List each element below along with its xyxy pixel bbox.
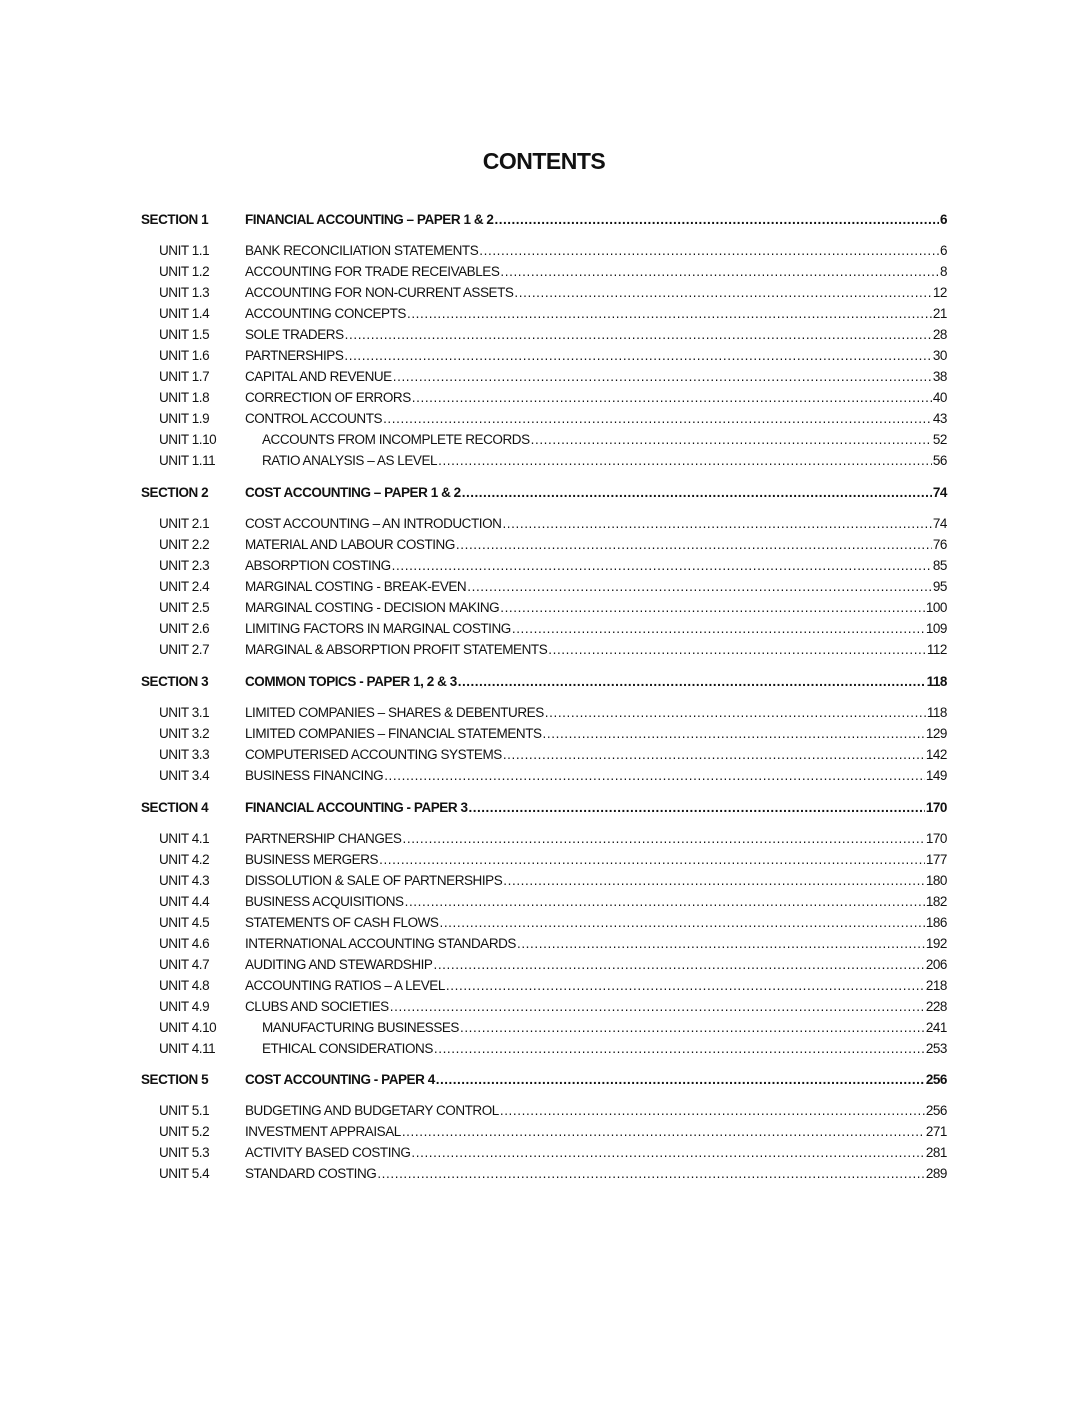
dot-leader — [434, 1041, 925, 1056]
dot-leader — [479, 243, 939, 258]
page-number: 40 — [932, 390, 947, 405]
section-title: COST ACCOUNTING - PAPER 4 — [245, 1072, 435, 1087]
unit-label: UNIT 3.4 — [159, 768, 210, 783]
page-number: 112 — [926, 642, 947, 657]
unit-label: UNIT 1.9 — [159, 411, 210, 426]
unit-title: MATERIAL AND LABOUR COSTING — [245, 537, 455, 552]
dot-leader — [438, 453, 932, 468]
dot-leader — [462, 485, 932, 500]
page-number: 118 — [926, 705, 947, 720]
toc-unit-5-3[interactable] — [141, 1145, 947, 1165]
unit-title: ACCOUNTING CONCEPTS — [245, 306, 406, 321]
dot-leader — [439, 915, 924, 930]
page-number: 6 — [939, 243, 947, 258]
dot-leader — [344, 348, 932, 363]
dot-leader — [494, 212, 938, 227]
unit-title: RATIO ANALYSIS – AS LEVEL — [262, 453, 438, 468]
unit-title: LIMITED COMPANIES – FINANCIAL STATEMENTS — [245, 726, 542, 741]
section-title: FINANCIAL ACCOUNTING – PAPER 1 & 2 — [245, 212, 494, 227]
page-title: CONTENTS — [482, 148, 606, 174]
toc-unit-4-9[interactable] — [141, 999, 947, 1019]
page-number: 256 — [925, 1072, 947, 1087]
page-number: 281 — [925, 1145, 947, 1160]
page-number: 43 — [932, 411, 947, 426]
page-number: 85 — [932, 558, 947, 573]
unit-title: AUDITING AND STEWARDSHIP — [245, 957, 433, 972]
toc-unit-4-6[interactable] — [141, 936, 947, 956]
unit-title: INVESTMENT APPRAISAL — [245, 1124, 401, 1139]
unit-label: UNIT 1.1 — [159, 243, 210, 258]
unit-label: UNIT 4.10 — [159, 1020, 217, 1035]
dot-leader — [392, 558, 932, 573]
toc-unit-3-1[interactable] — [141, 705, 947, 725]
unit-label: UNIT 1.5 — [159, 327, 210, 342]
unit-title: COST ACCOUNTING – AN INTRODUCTION — [245, 516, 502, 531]
toc-section-3[interactable] — [141, 674, 947, 694]
section-label: SECTION 2 — [141, 485, 209, 500]
page-number: 186 — [925, 915, 947, 930]
toc-unit-3-4[interactable] — [141, 768, 947, 788]
unit-label: UNIT 3.1 — [159, 705, 210, 720]
toc-unit-4-1[interactable] — [141, 831, 947, 851]
unit-label: UNIT 3.2 — [159, 726, 210, 741]
unit-title: MARGINAL COSTING - BREAK-EVEN — [245, 579, 467, 594]
unit-title: BUSINESS ACQUISITIONS — [245, 894, 404, 909]
page-number: 8 — [939, 264, 947, 279]
dot-leader — [503, 747, 925, 762]
page-number: 100 — [925, 600, 947, 615]
unit-title: BANK RECONCILIATION STATEMENTS — [245, 243, 479, 258]
dot-leader — [377, 1166, 925, 1181]
page-number: 95 — [932, 579, 947, 594]
page-number: 28 — [932, 327, 947, 342]
toc-unit-4-5[interactable] — [141, 915, 947, 935]
dot-leader — [548, 642, 926, 657]
toc-section-4[interactable] — [141, 800, 947, 820]
dot-leader — [411, 1145, 924, 1160]
unit-label: UNIT 1.8 — [159, 390, 210, 405]
unit-label: UNIT 4.8 — [159, 978, 210, 993]
dot-leader — [412, 390, 932, 405]
dot-leader — [405, 894, 925, 909]
dot-leader — [433, 957, 924, 972]
page-number: 118 — [926, 674, 947, 689]
toc-unit-1-8[interactable] — [141, 390, 947, 410]
unit-label: UNIT 4.3 — [159, 873, 210, 888]
unit-title: PARTNERSHIPS — [245, 348, 344, 363]
page-number: 206 — [925, 957, 947, 972]
toc-unit-1-9[interactable] — [141, 411, 947, 431]
unit-label: UNIT 4.11 — [159, 1041, 216, 1056]
unit-label: UNIT 1.7 — [159, 369, 210, 384]
unit-title: BUSINESS MERGERS — [245, 852, 379, 867]
unit-title: MARGINAL COSTING - DECISION MAKING — [245, 600, 500, 615]
unit-label: UNIT 1.11 — [159, 453, 216, 468]
dot-leader — [390, 999, 925, 1014]
section-label: SECTION 1 — [141, 212, 209, 227]
unit-label: UNIT 2.1 — [159, 516, 210, 531]
unit-label: UNIT 5.1 — [159, 1103, 210, 1118]
toc-unit-3-2[interactable] — [141, 726, 947, 746]
unit-title: LIMITING FACTORS IN MARGINAL COSTING — [245, 621, 511, 636]
toc-unit-4-7[interactable] — [141, 957, 947, 977]
dot-leader — [467, 579, 932, 594]
toc-unit-1-1[interactable] — [141, 243, 947, 263]
page-number: 109 — [925, 621, 947, 636]
toc-unit-2-3[interactable] — [141, 558, 947, 578]
unit-title: DISSOLUTION & SALE OF PARTNERSHIPS — [245, 873, 503, 888]
dot-leader — [514, 285, 931, 300]
toc-unit-4-11[interactable] — [141, 1041, 947, 1061]
dot-leader — [384, 768, 925, 783]
section-title: COMMON TOPICS - PAPER 1, 2 & 3 — [245, 674, 457, 689]
section-title: COST ACCOUNTING – PAPER 1 & 2 — [245, 485, 461, 500]
dot-leader — [469, 800, 925, 815]
toc-unit-1-7[interactable] — [141, 369, 947, 389]
page-number: 12 — [932, 285, 947, 300]
toc-unit-1-6[interactable] — [141, 348, 947, 368]
unit-title: COMPUTERISED ACCOUNTING SYSTEMS — [245, 747, 502, 762]
toc-unit-1-2[interactable] — [141, 264, 947, 284]
unit-label: UNIT 2.3 — [159, 558, 210, 573]
dot-leader — [517, 936, 925, 951]
toc-unit-4-3[interactable] — [141, 873, 947, 893]
page-number: 218 — [925, 978, 947, 993]
page-number: 30 — [932, 348, 947, 363]
unit-title: BUSINESS FINANCING — [245, 768, 384, 783]
unit-label: UNIT 2.2 — [159, 537, 210, 552]
toc-section-1[interactable] — [141, 212, 947, 232]
unit-label: UNIT 1.10 — [159, 432, 217, 447]
dot-leader — [345, 327, 932, 342]
page-number: 129 — [925, 726, 947, 741]
page-number: 228 — [925, 999, 947, 1014]
toc-unit-2-5[interactable] — [141, 600, 947, 620]
page-number: 170 — [925, 831, 947, 846]
toc-unit-5-4[interactable] — [141, 1166, 947, 1186]
toc-unit-1-4[interactable] — [141, 306, 947, 326]
unit-label: UNIT 4.5 — [159, 915, 210, 930]
unit-title: SOLE TRADERS — [245, 327, 344, 342]
section-title: FINANCIAL ACCOUNTING - PAPER 3 — [245, 800, 468, 815]
unit-label: UNIT 4.9 — [159, 999, 210, 1014]
dot-leader — [436, 1072, 925, 1087]
page-number: 289 — [925, 1166, 947, 1181]
page-number: 76 — [932, 537, 947, 552]
unit-title: CORRECTION OF ERRORS — [245, 390, 411, 405]
unit-label: UNIT 3.3 — [159, 747, 210, 762]
toc-unit-1-3[interactable] — [141, 285, 947, 305]
unit-label: UNIT 4.1 — [159, 831, 210, 846]
unit-title: MANUFACTURING BUSINESSES — [262, 1020, 459, 1035]
unit-label: UNIT 5.2 — [159, 1124, 210, 1139]
page-number: 192 — [925, 936, 947, 951]
toc-unit-1-11[interactable] — [141, 453, 947, 473]
dot-leader — [456, 537, 932, 552]
page-number: 74 — [932, 516, 947, 531]
dot-leader — [403, 831, 925, 846]
unit-title: ACCOUNTING FOR TRADE RECEIVABLES — [245, 264, 500, 279]
unit-title: ACCOUNTS FROM INCOMPLETE RECORDS — [262, 432, 530, 447]
page-number: 142 — [925, 747, 947, 762]
page-number: 56 — [932, 453, 947, 468]
unit-title: BUDGETING AND BUDGETARY CONTROL — [245, 1103, 499, 1118]
dot-leader — [545, 705, 926, 720]
toc-unit-4-4[interactable] — [141, 894, 947, 914]
unit-label: UNIT 2.6 — [159, 621, 210, 636]
page-number: 180 — [925, 873, 947, 888]
page-number: 74 — [932, 485, 947, 500]
unit-label: UNIT 2.7 — [159, 642, 210, 657]
unit-label: UNIT 4.4 — [159, 894, 210, 909]
unit-title: CLUBS AND SOCIETIES — [245, 999, 389, 1014]
toc-unit-5-2[interactable] — [141, 1124, 947, 1144]
page-number: 256 — [925, 1103, 947, 1118]
dot-leader — [383, 411, 932, 426]
page-number: 170 — [925, 800, 947, 815]
page-number: 253 — [925, 1041, 947, 1056]
toc-unit-4-8[interactable] — [141, 978, 947, 998]
dot-leader — [458, 674, 926, 689]
unit-label: UNIT 4.2 — [159, 852, 210, 867]
toc-unit-2-2[interactable] — [141, 537, 947, 557]
unit-title: ACCOUNTING RATIOS – A LEVEL — [245, 978, 445, 993]
dot-leader — [531, 432, 932, 447]
unit-label: UNIT 1.4 — [159, 306, 210, 321]
toc-unit-4-2[interactable] — [141, 852, 947, 872]
unit-title: ACCOUNTING FOR NON-CURRENT ASSETS — [245, 285, 514, 300]
page-number: 6 — [939, 212, 947, 227]
toc-unit-1-5[interactable] — [141, 327, 947, 347]
dot-leader — [446, 978, 925, 993]
toc-unit-2-4[interactable] — [141, 579, 947, 599]
dot-leader — [500, 600, 925, 615]
unit-label: UNIT 1.2 — [159, 264, 210, 279]
unit-label: UNIT 4.6 — [159, 936, 210, 951]
toc-unit-2-7[interactable] — [141, 642, 947, 662]
page-number: 271 — [925, 1124, 947, 1139]
toc-section-2[interactable] — [141, 485, 947, 505]
dot-leader — [407, 306, 932, 321]
toc-unit-3-3[interactable] — [141, 747, 947, 767]
unit-title: LIMITED COMPANIES – SHARES & DEBENTURES — [245, 705, 544, 720]
dot-leader — [503, 873, 925, 888]
unit-title: CONTROL ACCOUNTS — [245, 411, 383, 426]
page-number: 177 — [925, 852, 947, 867]
toc-unit-1-10[interactable] — [141, 432, 947, 452]
unit-label: UNIT 2.4 — [159, 579, 210, 594]
unit-title: MARGINAL & ABSORPTION PROFIT STATEMENTS — [245, 642, 548, 657]
dot-leader — [500, 264, 939, 279]
toc-unit-4-10[interactable] — [141, 1020, 947, 1040]
unit-title: CAPITAL AND REVENUE — [245, 369, 392, 384]
page-number: 21 — [932, 306, 947, 321]
page-number: 182 — [925, 894, 947, 909]
dot-leader — [543, 726, 925, 741]
dot-leader — [402, 1124, 925, 1139]
dot-leader — [502, 516, 931, 531]
section-label: SECTION 5 — [141, 1072, 209, 1087]
dot-leader — [379, 852, 925, 867]
unit-label: UNIT 1.6 — [159, 348, 210, 363]
toc-unit-2-6[interactable] — [141, 621, 947, 641]
dot-leader — [460, 1020, 925, 1035]
unit-title: ACTIVITY BASED COSTING — [245, 1145, 411, 1160]
toc-unit-2-1[interactable] — [141, 516, 947, 536]
page-number: 241 — [925, 1020, 947, 1035]
unit-title: INTERNATIONAL ACCOUNTING STANDARDS — [245, 936, 516, 951]
toc-section-5[interactable] — [141, 1072, 947, 1092]
unit-label: UNIT 2.5 — [159, 600, 210, 615]
section-label: SECTION 4 — [141, 800, 209, 815]
unit-title: ABSORPTION COSTING — [245, 558, 391, 573]
unit-title: PARTNERSHIP CHANGES — [245, 831, 402, 846]
page-number: 52 — [932, 432, 947, 447]
unit-title: STATEMENTS OF CASH FLOWS — [245, 915, 439, 930]
toc-unit-5-1[interactable] — [141, 1103, 947, 1123]
unit-label: UNIT 5.4 — [159, 1166, 210, 1181]
unit-label: UNIT 4.7 — [159, 957, 210, 972]
unit-label: UNIT 1.3 — [159, 285, 210, 300]
section-label: SECTION 3 — [141, 674, 209, 689]
page-number: 38 — [932, 369, 947, 384]
unit-label: UNIT 5.3 — [159, 1145, 210, 1160]
dot-leader — [393, 369, 932, 384]
page-number: 149 — [925, 768, 947, 783]
unit-title: STANDARD COSTING — [245, 1166, 377, 1181]
unit-title: ETHICAL CONSIDERATIONS — [262, 1041, 433, 1056]
dot-leader — [500, 1103, 925, 1118]
dot-leader — [512, 621, 925, 636]
